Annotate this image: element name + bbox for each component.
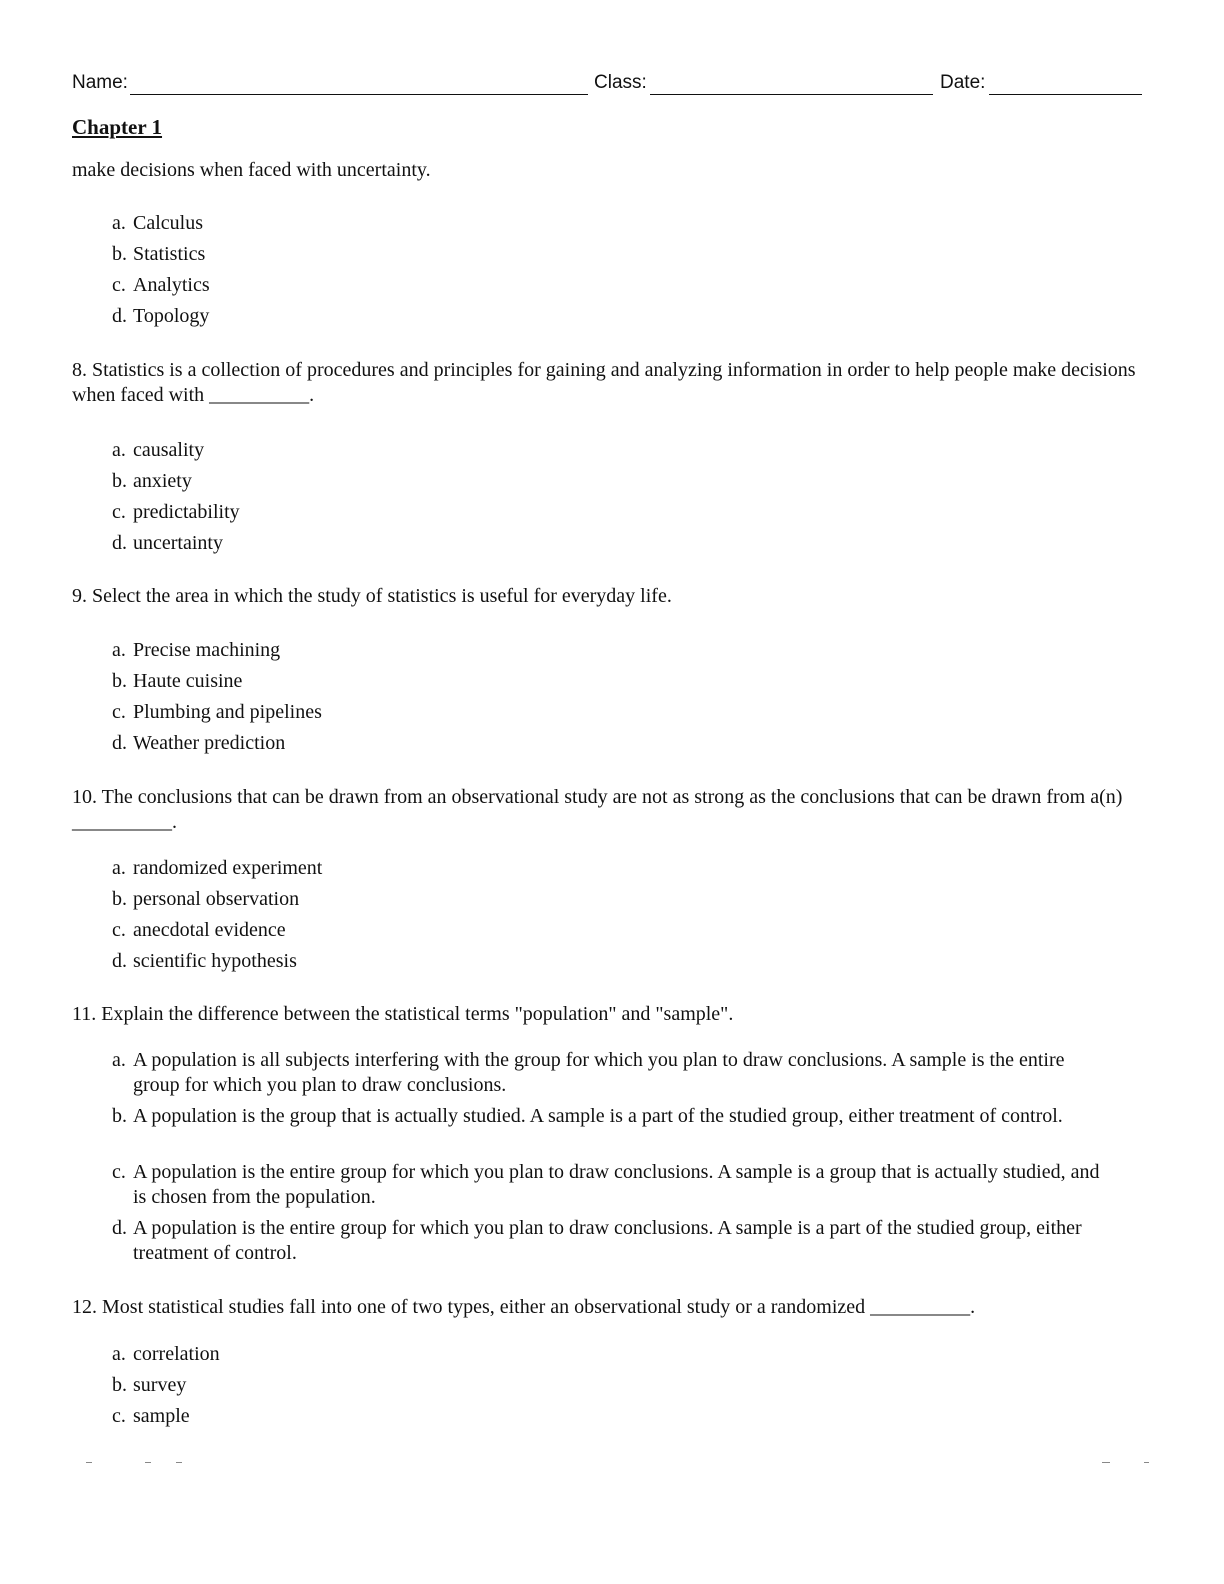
answer-option[interactable]	[112, 731, 1112, 756]
option-letter: a.	[112, 1343, 126, 1365]
option-letter: a.	[112, 857, 126, 879]
name-field[interactable]	[130, 94, 588, 95]
option-letter: a.	[112, 1049, 126, 1071]
answer-option[interactable]	[112, 469, 1112, 494]
option-text: Topology	[133, 305, 210, 327]
option-text: Weather prediction	[133, 732, 286, 754]
header-fields	[72, 72, 1142, 98]
option-text: Statistics	[133, 243, 206, 265]
answer-option[interactable]	[112, 1048, 1112, 1098]
question-10-stem: 10. The conclusions that can be drawn from an observational study are not as strong as the conclusions that can be drawn from a(n) __________.	[72, 786, 1123, 833]
answer-option[interactable]	[112, 1160, 1112, 1210]
answer-option[interactable]	[112, 273, 1112, 298]
option-letter: a.	[112, 639, 126, 661]
option-letter: d.	[112, 732, 127, 754]
footer-mark	[176, 1462, 182, 1463]
option-letter: c.	[112, 1405, 126, 1427]
option-letter: c.	[112, 1161, 126, 1183]
date-label: Date:	[940, 72, 986, 93]
question-8-stem: 8. Statistics is a collection of procedures and principles for gaining and analyzing information in order to help people make decisions when faced with __________.	[72, 359, 1136, 406]
answer-option[interactable]	[112, 1104, 1112, 1129]
option-letter: d.	[112, 532, 127, 554]
answer-option[interactable]	[112, 500, 1112, 525]
option-letter: b.	[112, 670, 127, 692]
option-text: anxiety	[133, 470, 192, 492]
option-letter: c.	[112, 919, 126, 941]
option-letter: c.	[112, 701, 126, 723]
class-label: Class:	[594, 72, 647, 93]
option-letter: b.	[112, 1105, 127, 1127]
question-12-stem: 12. Most statistical studies fall into one of two types, either an observational study or a randomized __________.	[72, 1296, 976, 1318]
option-text: Haute cuisine	[133, 670, 243, 692]
option-text: Plumbing and pipelines	[133, 701, 322, 723]
option-text: A population is the group that is actually studied. A sample is a part of the studied group, either treatment of control.	[133, 1105, 1063, 1127]
answer-option[interactable]	[112, 242, 1112, 267]
option-text: sample	[133, 1405, 190, 1427]
option-letter: b.	[112, 243, 127, 265]
option-letter: b.	[112, 470, 127, 492]
option-letter: b.	[112, 1374, 127, 1396]
option-text: Precise machining	[133, 639, 281, 661]
date-field[interactable]	[989, 94, 1142, 95]
option-text: Calculus	[133, 212, 203, 234]
option-letter: a.	[112, 212, 126, 234]
answer-option[interactable]	[112, 1373, 1112, 1398]
question-stem-continued: make decisions when faced with uncertainty.	[72, 159, 431, 181]
option-text: causality	[133, 439, 205, 461]
option-letter: c.	[112, 274, 126, 296]
option-letter: c.	[112, 501, 126, 523]
option-letter: b.	[112, 888, 127, 910]
option-text: Analytics	[133, 274, 210, 296]
answer-option[interactable]	[112, 949, 1112, 974]
question-11-stem: 11. Explain the difference between the statistical terms "population" and "sample".	[72, 1003, 734, 1025]
option-text: predictability	[133, 501, 240, 523]
option-text: uncertainty	[133, 532, 223, 554]
option-letter: d.	[112, 1217, 127, 1239]
option-text: randomized experiment	[133, 857, 323, 879]
answer-option[interactable]	[112, 700, 1112, 725]
option-text: scientific hypothesis	[133, 950, 297, 972]
footer-mark	[1144, 1462, 1149, 1463]
answer-option[interactable]	[112, 856, 1112, 881]
option-text: personal observation	[133, 888, 300, 910]
footer-mark	[145, 1462, 151, 1463]
answer-option[interactable]	[112, 531, 1112, 556]
answer-option[interactable]	[112, 638, 1112, 663]
option-text: survey	[133, 1374, 187, 1396]
footer-mark	[86, 1462, 92, 1463]
class-field[interactable]	[650, 94, 933, 95]
chapter-title: Chapter 1	[72, 115, 163, 139]
option-text: correlation	[133, 1343, 220, 1365]
option-text: A population is the entire group for which you plan to draw conclusions. A sample is a group that is actually studied, and is chosen from the population.	[133, 1161, 1100, 1208]
option-text: A population is all subjects interfering with the group for which you plan to draw conclusions. A sample is the entire group for which you plan to draw conclusions.	[133, 1049, 1065, 1096]
answer-option[interactable]	[112, 1216, 1112, 1266]
answer-option[interactable]	[112, 1342, 1112, 1367]
option-letter: a.	[112, 439, 126, 461]
answer-option[interactable]	[112, 669, 1112, 694]
answer-option[interactable]	[112, 304, 1112, 329]
answer-option[interactable]	[112, 1404, 1112, 1429]
option-letter: d.	[112, 305, 127, 327]
name-label: Name:	[72, 72, 128, 93]
option-letter: d.	[112, 950, 127, 972]
question-9-stem: 9. Select the area in which the study of statistics is useful for everyday life.	[72, 585, 672, 607]
answer-option[interactable]	[112, 918, 1112, 943]
answer-option[interactable]	[112, 887, 1112, 912]
option-text: anecdotal evidence	[133, 919, 286, 941]
footer-mark	[1102, 1462, 1110, 1463]
option-text: A population is the entire group for which you plan to draw conclusions. A sample is a part of the studied group, either treatment of control.	[133, 1217, 1082, 1264]
answer-option[interactable]	[112, 211, 1112, 236]
answer-option[interactable]	[112, 438, 1112, 463]
